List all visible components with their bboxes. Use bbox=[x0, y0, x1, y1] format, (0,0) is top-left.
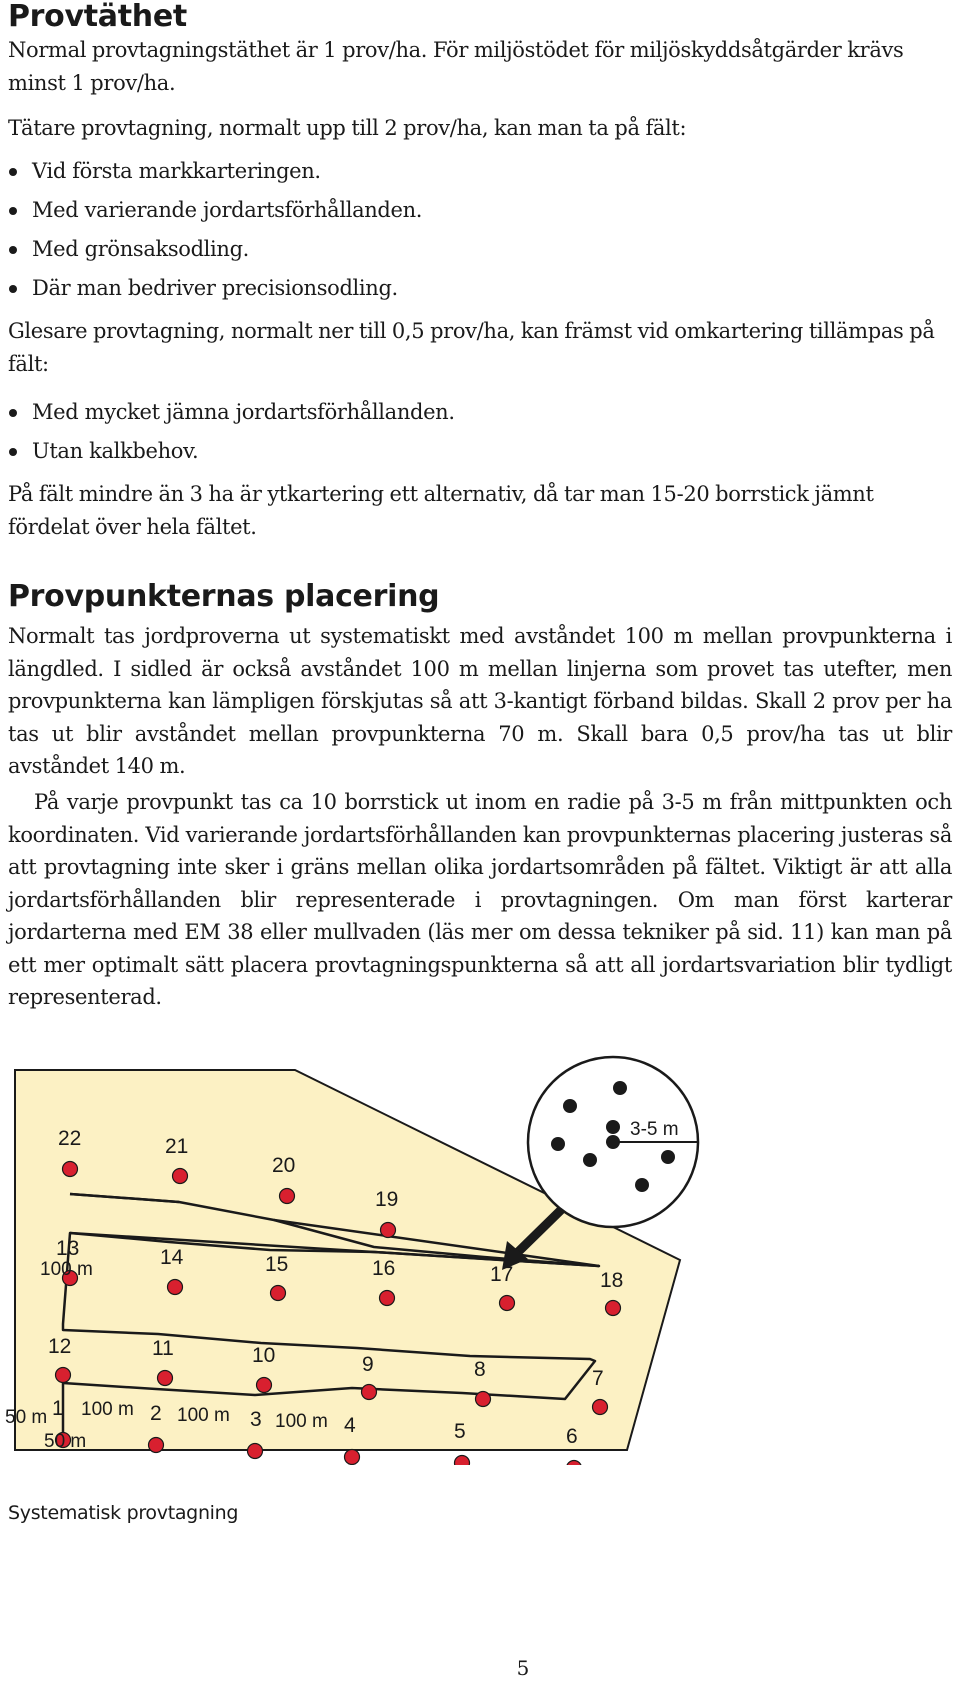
label-100m-c: 100 m bbox=[275, 1411, 328, 1432]
core-dot bbox=[635, 1178, 649, 1192]
paragraph-normal-density: Normal provtagningstäthet är 1 prov/ha. För miljöstödet för miljöskyddsåtgärder krävs minst 1 prov/ha. bbox=[8, 38, 904, 95]
sampling-point-label: 4 bbox=[344, 1414, 356, 1437]
label-100m-b: 100 m bbox=[177, 1405, 230, 1426]
list-item: Utan kalkbehov. bbox=[8, 432, 952, 471]
sampling-point-label: 10 bbox=[252, 1344, 276, 1367]
label-100m-a: 100 m bbox=[81, 1399, 134, 1420]
sampling-point bbox=[158, 1371, 173, 1386]
sampling-point bbox=[500, 1296, 515, 1311]
page-number: 5 bbox=[516, 1656, 530, 1680]
sampling-diagram bbox=[0, 1045, 960, 1465]
sampling-point-label: 13 bbox=[56, 1237, 80, 1260]
sampling-point-label: 8 bbox=[474, 1358, 486, 1381]
label-radius: 3-5 m bbox=[630, 1119, 679, 1140]
core-dot bbox=[606, 1135, 620, 1149]
diagram-caption: Systematisk provtagning bbox=[8, 1502, 239, 1524]
sampling-point-label: 2 bbox=[150, 1402, 162, 1425]
section-title-provtathet: Provtäthet bbox=[8, 0, 187, 34]
sampling-point bbox=[381, 1223, 396, 1238]
list-item: Med mycket jämna jordartsförhållanden. bbox=[8, 393, 952, 432]
sampling-point-label: 21 bbox=[165, 1135, 189, 1158]
list-item: Där man bedriver precisionsodling. bbox=[8, 269, 952, 308]
sampling-point bbox=[455, 1456, 470, 1466]
core-dot bbox=[551, 1137, 565, 1151]
sampling-point bbox=[567, 1461, 582, 1466]
label-50m-left: 50 m bbox=[5, 1407, 48, 1428]
sampling-point-label: 5 bbox=[454, 1420, 466, 1443]
sampling-point-label: 17 bbox=[490, 1263, 514, 1286]
sampling-point-label: 7 bbox=[592, 1367, 604, 1390]
core-dot bbox=[606, 1120, 620, 1134]
section-title-placering: Provpunkternas placering bbox=[8, 579, 440, 614]
sampling-point-label: 12 bbox=[48, 1335, 72, 1358]
core-dot bbox=[583, 1153, 597, 1167]
sampling-point bbox=[362, 1385, 377, 1400]
sampling-point bbox=[257, 1378, 272, 1393]
sampling-point-label: 22 bbox=[58, 1127, 82, 1150]
sampling-point-label: 3 bbox=[250, 1408, 262, 1431]
sampling-point-label: 19 bbox=[375, 1188, 399, 1211]
sampling-point bbox=[593, 1400, 608, 1415]
paragraph-systematic: Normalt tas jordproverna ut systematiskt med avståndet 100 m mellan provpunkterna i längdled. I sidled är också avståndet 100 m mellan linjerna som provet tas utefter, men provpunkterna kan lämpligen förskjutas så att 3-kantigt förband bildas. Skall 2 prov per ha tas ut blir avståndet mellan provpunkterna 70 m. Skall bara 0,5 prov/ha tas ut blir avståndet 140 m. bbox=[8, 624, 952, 778]
sampling-point-label: 1 bbox=[52, 1397, 64, 1420]
list-item: Med grönsaksodling. bbox=[8, 230, 952, 269]
sampling-point-label: 6 bbox=[566, 1425, 578, 1448]
paragraph-sampling-points: På varje provpunkt tas ca 10 borrstick ut inom en radie på 3-5 m från mittpunkten och koordinaten. Vid varierande jordartsförhållanden kan provpunkternas placering justeras så att provtagning inte sker i gräns mellan olika jordartsområden på fältet. Viktigt är att alla jordartsförhållanden blir representerade i provtagningen. Om man först karterar jordarterna med EM 38 eller mullvaden (läs mer om dessa tekniker på sid. 11) kan man på ett mer optimalt sätt placera provtagningspunkterna så att all jordartsvariation blir tydligt representerad. bbox=[8, 790, 952, 1009]
core-dot bbox=[661, 1150, 675, 1164]
sampling-point bbox=[606, 1301, 621, 1316]
sampling-point bbox=[476, 1392, 491, 1407]
sampling-point bbox=[280, 1189, 295, 1204]
sampling-point-label: 18 bbox=[600, 1269, 624, 1292]
sampling-point-label: 9 bbox=[362, 1353, 374, 1376]
sampling-point-label: 14 bbox=[160, 1246, 184, 1269]
sampling-point-label: 11 bbox=[152, 1337, 174, 1360]
sparser-sampling-list bbox=[8, 393, 952, 471]
core-dot bbox=[563, 1099, 577, 1113]
label-50m-bottom: 50 m bbox=[44, 1431, 87, 1452]
sampling-point bbox=[149, 1438, 164, 1453]
sampling-point bbox=[173, 1169, 188, 1184]
sampling-point bbox=[380, 1291, 395, 1306]
sampling-point bbox=[168, 1280, 183, 1295]
list-item: Med varierande jordartsförhållanden. bbox=[8, 191, 952, 230]
paragraph-small-fields: På fält mindre än 3 ha är ytkartering ett alternativ, då tar man 15-20 borrstick jämnt fördelat över hela fältet. bbox=[8, 482, 874, 539]
sampling-point bbox=[56, 1368, 71, 1383]
sampling-point bbox=[248, 1444, 263, 1459]
paragraph-denser-sampling: Tätare provtagning, normalt upp till 2 prov/ha, kan man ta på fält: bbox=[8, 116, 687, 140]
sampling-point bbox=[345, 1450, 360, 1465]
paragraph-sparser-sampling: Glesare provtagning, normalt ner till 0,5 prov/ha, kan främst vid omkartering tillämpas på fält: bbox=[8, 319, 935, 376]
list-item: Vid första markkarteringen. bbox=[8, 152, 952, 191]
label-100m-left: 100 m bbox=[40, 1259, 93, 1280]
sampling-point bbox=[271, 1286, 286, 1301]
sampling-point-label: 15 bbox=[265, 1253, 289, 1276]
sampling-point-label: 20 bbox=[272, 1154, 296, 1177]
sampling-point-label: 16 bbox=[372, 1257, 396, 1280]
core-dot bbox=[613, 1081, 627, 1095]
denser-sampling-list bbox=[8, 152, 952, 308]
sampling-point bbox=[63, 1162, 78, 1177]
